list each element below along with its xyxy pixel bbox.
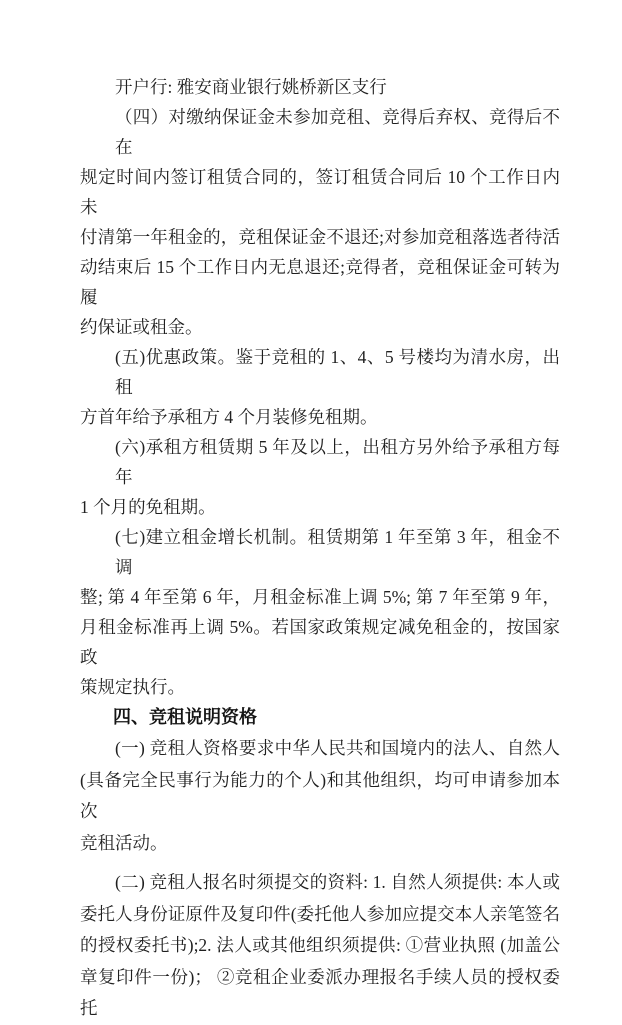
paragraph (80, 342, 560, 432)
paragraph (80, 72, 560, 102)
text-line: (五)优惠政策。鉴于竞租的 1、4、5 号楼均为清水房，出租 (115, 347, 560, 397)
text-line: 竞租活动。 (80, 832, 168, 853)
text-line: 月租金标准再上调 5%。若国家政策规定减免租金的，按国家政 (80, 617, 560, 667)
section-heading (80, 702, 560, 733)
text-line: 章复印件一份)； ②竞租企业委派办理报名手续人员的授权委托 (80, 966, 560, 1018)
paragraph (80, 522, 560, 702)
text-line: (一) 竞租人资格要求中华人民共和国境内的法人、自然人 (115, 738, 560, 758)
paragraph (80, 432, 560, 522)
text-line: 的授权委托书);2. 法人或其他组织须提供: ①营业执照 (加盖公 (80, 935, 560, 955)
text-line: (二) 竞租人报名时须提交的资料: 1. 自然人须提供: 本人或 (115, 872, 560, 892)
text-line: 策规定执行。 (80, 677, 185, 697)
paragraph (80, 867, 560, 1025)
text-line: 动结束后 15 个工作日内无息退还;竞得者，竞租保证金可转为履 (80, 257, 560, 307)
text-line: 整; 第 4 年至第 6 年，月租金标准上调 5%; 第 7 年至第 9 年， (80, 587, 560, 607)
text-line: 开户行: 雅安商业银行姚桥新区支行 (115, 77, 387, 97)
text-line: 委托人身份证原件及复印件(委托他人参加应提交本人亲笔签名 (80, 903, 560, 924)
text-line: 方首年给予承租方 4 个月装修免租期。 (80, 407, 378, 427)
text-line: 付清第一年租金的，竞租保证金不退还;对参加竞租落选者待活 (80, 227, 560, 247)
text-line: （四）对缴纳保证金未参加竞租、竞得后弃权、竞得后不在 (115, 107, 560, 157)
paragraph (80, 733, 560, 859)
text-line: 规定时间内签订租赁合同的，签订租赁合同后 10 个工作日内未 (80, 167, 560, 217)
document-body (80, 72, 560, 1025)
text-line: (具备完全民事行为能力的个人)和其他组织，均可申请参加本次 (80, 769, 560, 821)
text-line: 1 个月的免租期。 (80, 497, 216, 517)
text-line: (六)承租方租赁期 5 年及以上，出租方另外给予承租方每年 (115, 437, 560, 487)
text-line: (七)建立租金增长机制。租赁期第 1 年至第 3 年，租金不调 (115, 527, 560, 577)
text-line: 约保证或租金。 (80, 317, 203, 337)
heading-line: 四、竞租说明资格 (113, 707, 257, 727)
paragraph (80, 102, 560, 342)
